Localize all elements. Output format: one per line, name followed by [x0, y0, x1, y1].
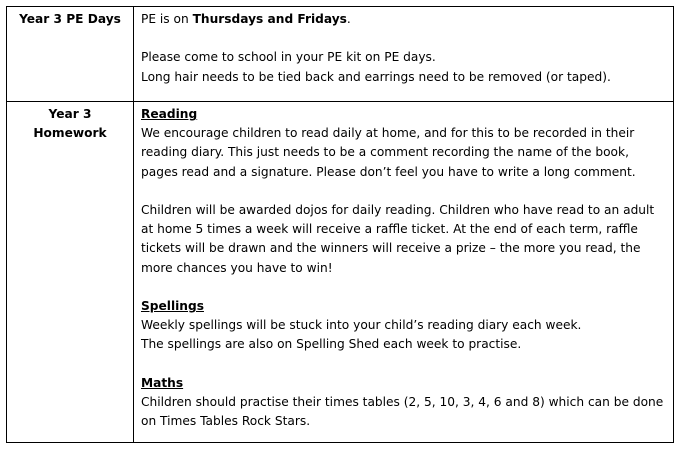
reading-para1-line: pages read and a signature. Please don’t feel you have to write a long comment.	[141, 164, 636, 179]
pe-days-schedule-suffix: .	[346, 12, 351, 26]
pe-days-row	[7, 7, 674, 102]
spellings-heading: Spellings	[141, 299, 204, 313]
maths-heading: Maths	[141, 375, 184, 390]
reading-para2-line: tickets will be drawn and the winners will receive a prize – the more you read, the	[141, 241, 641, 256]
reading-heading: Reading	[141, 107, 198, 121]
spellings-line: Weekly spellings will be stuck into your child’s reading diary each week.	[141, 318, 582, 333]
reading-para1-line: We encourage children to read daily at home, and for this to be recorded in their	[141, 126, 635, 141]
reading-para1-line: reading diary. This just needs to be a comment recording the name of the book,	[141, 145, 629, 160]
pe-days-kit-note: Please come to school in your PE kit on PE days.	[141, 50, 436, 65]
maths-line: on Times Tables Rock Stars.	[141, 414, 311, 429]
maths-line: Children should practise their times tables (2, 5, 10, 3, 4, 6 and 8) which can be done	[141, 395, 664, 409]
pe-days-label-cell	[7, 7, 134, 102]
homework-row	[7, 102, 674, 443]
pe-days-hair-note: Long hair needs to be tied back and earrings need to be removed (or taped).	[141, 69, 611, 84]
pe-days-schedule-days: Thursdays and Fridays	[192, 12, 347, 26]
pe-days-content-cell	[134, 7, 674, 102]
homework-content-cell	[134, 102, 674, 443]
reading-para2-line: at home 5 times a week will receive a raffle ticket. At the end of each term, raffle	[141, 222, 638, 237]
reading-para2-line: more chances you have to win!	[141, 260, 333, 275]
homework-label-year: Year 3	[48, 107, 92, 121]
pe-days-schedule	[141, 10, 669, 29]
homework-label-cell	[7, 102, 134, 443]
homework-label-title: Homework	[33, 126, 107, 141]
pe-days-schedule-prefix: PE is on	[141, 12, 193, 26]
info-table	[6, 6, 674, 443]
reading-para2-line: Children will be awarded dojos for daily reading. Children who have read to an adult	[141, 203, 655, 217]
pe-days-label: Year 3 PE Days	[19, 12, 121, 26]
spellings-line: The spellings are also on Spelling Shed each week to practise.	[141, 337, 522, 352]
